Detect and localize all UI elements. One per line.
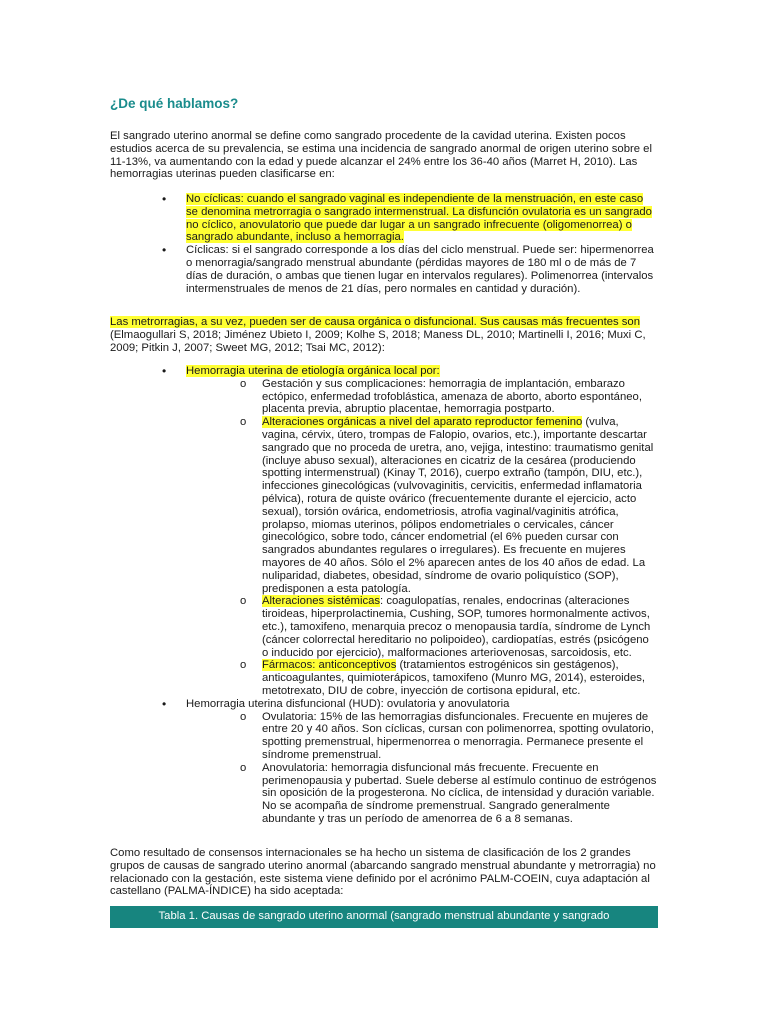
circle-bullet-icon: o xyxy=(240,595,247,608)
citations-text: (Elmaogullari S, 2018; Jiménez Ubieto I, 2009; Kolhe S, 2018; Maness DL, 2010; Martinelli I, 2016; Muxi C, 2009; Pitkin J, 2007; Sweet MG, 2012; Tsai MC, 2012): xyxy=(110,328,646,354)
sublist-item-gestacion xyxy=(110,378,658,416)
causes-list xyxy=(110,365,658,826)
bullet-icon: • xyxy=(162,192,167,206)
intro-paragraph: El sangrado uterino anormal se define como sangrado procedente de la cavidad uterina. Existen pocos estudios acerca de su prevalencia, se estima una incidencia de sangrado anormal de origen uterino sobre el 11-13%, va aumentando con la edad y puede alcanzar el 24% entre los 36-40 años (Marret H, 2010). Las hemorragias uterinas pueden clasificarse en: xyxy=(110,130,652,181)
sublist-text: (tratamientos estrogénicos sin gestágenos), anticoagulantes, quimioterápicos, tamoxifeno (Munro MG, 2014), esteroides, metotrexato, DIU de cobre, inyección de cortisona epidural, etc. xyxy=(262,659,646,697)
sublist-item-anovulatoria xyxy=(110,762,658,826)
list-item-text: Hemorragia uterina disfuncional (HUD): ovulatoria y anovulatoria xyxy=(186,697,510,710)
highlighted-text: Las metrorragias, a su vez, pueden ser de causa orgánica o disfuncional. Sus causas más frecuentes son xyxy=(110,316,640,328)
circle-bullet-icon: o xyxy=(240,659,247,672)
list-item-text: Cíclicas: si el sangrado corresponde a los días del ciclo menstrual. Puede ser: hipermenorrea o menorragia/sangrado menstrual abundante (pérdidas mayores de 180 ml o de más de 7 días de duración, o ambas que tienen lugar en intervalos regulares). Polimenorrea (intervalos intermenstruales de menos de 21 días, pero normales en cantidad y duración). xyxy=(186,244,654,295)
bullet-icon: • xyxy=(162,364,167,378)
list-item-organica xyxy=(110,365,658,378)
sublist-text: (vulva, vagina, cérvix, útero, trompas de Falopio, ovarios, etc.), importante descartar sangrado que no proceda de uretra, ano, vejiga, intestino: traumatismo genital (incluye abuso sexual), alteraciones en cicatriz de la cesárea (produciendo spotting intermenstrual) (Kinay T, 2016), cuerpo extraño (tampón, DIU, etc.), infecciones ginecológicas (vulvovaginitis, cervicitis, enfermedad inflamatoria pélvica), rotura de quiste ovárico (frecuentemente durante el ejercicio, acto sexual), torsión ovárica, endometriosis, atrofia vaginal/vaginitis atrófica, prolapso, miomas uterinos, pólipos endometriales o cervicales, cáncer ginecológico, sobre todo, cáncer endometrial (el 6% pueden cursar con sangrados abundantes regulares o irregulares). Es frecuente en mujeres mayores de 40 años. Sólo el 2% aparecen antes de los 40 años de edad. La nuliparidad, diabetes, obesidad, síndrome de ovario poliquístico (SOP), predisponen a esta patología. xyxy=(262,416,654,595)
list-item-disfuncional xyxy=(110,698,658,711)
circle-bullet-icon: o xyxy=(240,710,247,723)
highlighted-text: Alteraciones orgánicas a nivel del aparato reproductor femenino xyxy=(262,416,583,429)
highlighted-text: Hemorragia uterina de etiología orgánica local por: xyxy=(186,365,440,377)
sublist-item-alteraciones-sistemicas xyxy=(110,595,658,659)
circle-bullet-icon: o xyxy=(240,761,247,774)
table-caption-bar: Tabla 1. Causas de sangrado uterino anormal (sangrado menstrual abundante y sangrado xyxy=(110,906,658,928)
bullet-icon: • xyxy=(162,243,167,258)
highlighted-text: Alteraciones sistémicas xyxy=(262,595,381,608)
classification-list xyxy=(110,193,658,295)
bullet-icon: • xyxy=(162,696,167,711)
circle-bullet-icon: o xyxy=(240,377,247,390)
section-heading: ¿De qué hablamos? xyxy=(110,96,239,111)
palm-coein-paragraph: Como resultado de consensos internacionales se ha hecho un sistema de clasificación de los 2 grandes grupos de causas de sangrado uterino anormal (abarcando sangrado menstrual abundante y metrorragia) no relacionado con la gestación, este sistema viene definido por el acrónimo PALM-COEIN, cuya adaptación al castellano (PALMA-ÍNDICE) ha sido aceptada: xyxy=(110,847,656,898)
sublist-item-alteraciones-organicas xyxy=(110,416,658,595)
causes-paragraph xyxy=(110,316,658,354)
sublist-text: Gestación y sus complicaciones: hemorragia de implantación, embarazo ectópico, enfermedad trofoblástica, amenaza de aborto, aborto espontáneo, placenta previa, abruptio placentae, hemorragia postparto. xyxy=(262,377,642,416)
highlighted-text: Fármacos: anticonceptivos xyxy=(262,659,397,672)
sublist-item-farmacos xyxy=(110,659,658,697)
sublist-text: : coagulopatías, renales, endocrinas (alteraciones tiroideas, hiperprolactinemia, Cushing, SOP, tumores hormonalmente activos, etc.), tamoxifeno, menarquia precoz o menopausia tardía, síndrome de Lynch (cáncer colorrectal hereditario no polipoideo), cardiopatías, estrés (psicógeno o inducido por ejercicio), malformaciones arteriovenosas, sarcoidosis, etc. xyxy=(262,595,651,659)
sublist-text: Ovulatoria: 15% de las hemorragias disfuncionales. Frecuente en mujeres de entre 20 y 40 años. Son cíclicas, cursan con polimenorrea, spotting ovulatorio, spotting premenstrual, hipermenorrea o menorragia. Permanece presente el síndrome premenstrual. xyxy=(262,710,654,761)
list-item-no-ciclicas xyxy=(110,193,658,244)
list-item-ciclicas xyxy=(110,244,658,295)
circle-bullet-icon: o xyxy=(240,416,247,429)
sublist-item-ovulatoria xyxy=(110,711,658,762)
sublist-text: Anovulatoria: hemorragia disfuncional más frecuente. Frecuente en perimenopausia y pubertad. Suele deberse al estímulo continuo de estrógenos sin oposición de la progesterona. No cíclica, de intensidad y duración variable. No se acompaña de síndrome premenstrual. Sangrado generalmente abundante y tras un período de amenorrea de 6 a 8 semanas. xyxy=(262,761,657,825)
highlighted-text: No cíclicas: cuando el sangrado vaginal es independiente de la menstruación, en este caso se denomina metrorragia o sangrado intermenstrual. La disfunción ovulatoria es un sangrado no cíclico, anovulatorio que puede dar lugar a un sangrado infrecuente (oligomenorrea) o sangrado abundante, incluso a hemorragia. xyxy=(186,193,652,244)
